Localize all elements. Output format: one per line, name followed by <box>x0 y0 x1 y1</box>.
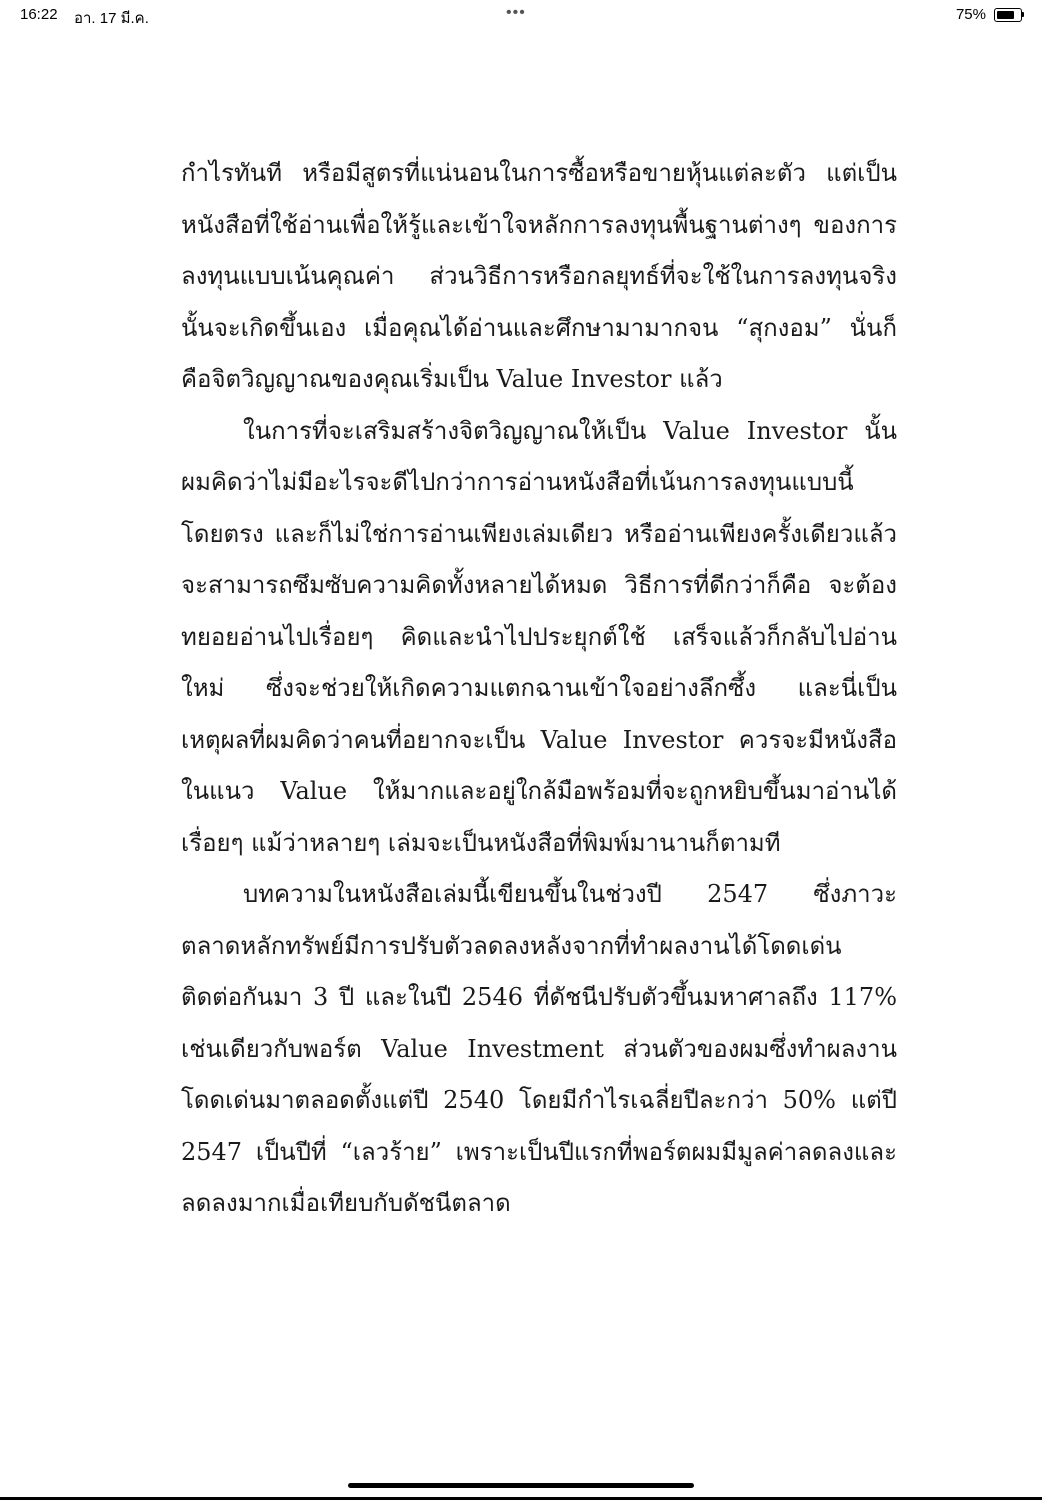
battery-fill <box>997 11 1014 19</box>
paragraph-3: บทความในหนังสือเล่มนี้เขียนขึ้นในช่วงปี 2547 ซึ่งภาวะตลาดหลักทรัพย์มีการปรับตัวลดลงหลังจากที่ทำผลงานได้โดดเด่นติดต่อกันมา 3 ปี และในปี 2546 ที่ดัชนีปรับตัวขึ้นมหาศาลถึง 117% เช่นเดียวกับพอร์ต Value Investment ส่วนตัวของผมซึ่งทำผลงานโดดเด่นมาตลอดตั้งแต่ปี 2540 โดยมีกำไรเฉลี่ยปีละกว่า 50% แต่ปี 2547 เป็นปีที่ “เลวร้าย” เพราะเป็นปีแรกที่พอร์ตผมมีมูลค่าลดลงและลดลงมากเมื่อเทียบกับดัชนีตลาด <box>181 880 897 1217</box>
battery-icon <box>994 8 1024 22</box>
paragraph-2: ในการที่จะเสริมสร้างจิตวิญญาณให้เป็น Value Investor นั้น ผมคิดว่าไม่มีอะไรจะดีไปกว่าการอ่านหนังสือที่เน้นการลงทุนแบบนี้โดยตรง และก็ไม่ใช่การอ่านเพียงเล่มเดียว หรืออ่านเพียงครั้งเดียวแล้วจะสามารถซึมซับความคิดทั้งหลายได้หมด วิธีการที่ดีกว่าก็คือ จะต้องทยอยอ่านไปเรื่อยๆ คิดและนำไปประยุกต์ใช้ เสร็จแล้วก็กลับไปอ่านใหม่ ซึ่งจะช่วยให้เกิดความแตกฉานเข้าใจอย่างลึกซึ้ง และนี่เป็นเหตุผลที่ผมคิดว่าคนที่อยากจะเป็น Value Investor ควรจะมีหนังสือในแนว Value ให้มากและอยู่ใกล้มือพร้อมที่จะถูกหยิบขึ้นมาอ่านได้เรื่อยๆ แม้ว่าหลายๆ เล่มจะเป็นหนังสือที่พิมพ์มานานก็ตามที <box>181 416 897 857</box>
battery-percent: 75% <box>955 6 986 23</box>
status-date: อา. 17 มี.ค. <box>74 10 149 27</box>
document-page <box>181 148 897 1230</box>
multitask-dots-icon[interactable]: ••• <box>506 4 526 21</box>
battery-tip <box>1022 12 1024 17</box>
paragraph-1: กำไรทันที หรือมีสูตรที่แน่นอนในการซื้อหรือขายหุ้นแต่ละตัว แต่เป็นหนังสือที่ใช้อ่านเพื่อให้รู้และเข้าใจหลักการลงทุนพื้นฐานต่างๆ ของการลงทุนแบบเน้นคุณค่า ส่วนวิธีการหรือกลยุทธ์ที่จะใช้ในการลงทุนจริงนั้นจะเกิดขึ้นเอง เมื่อคุณได้อ่านและศึกษามามากจน “สุกงอม” นั่นก็คือจิตวิญญาณของคุณเริ่มเป็น Value Investor แล้ว <box>181 159 897 393</box>
battery-body <box>994 8 1022 22</box>
home-indicator[interactable] <box>348 1483 694 1488</box>
status-time: 16:22 <box>20 6 58 23</box>
status-bar <box>0 0 1042 32</box>
